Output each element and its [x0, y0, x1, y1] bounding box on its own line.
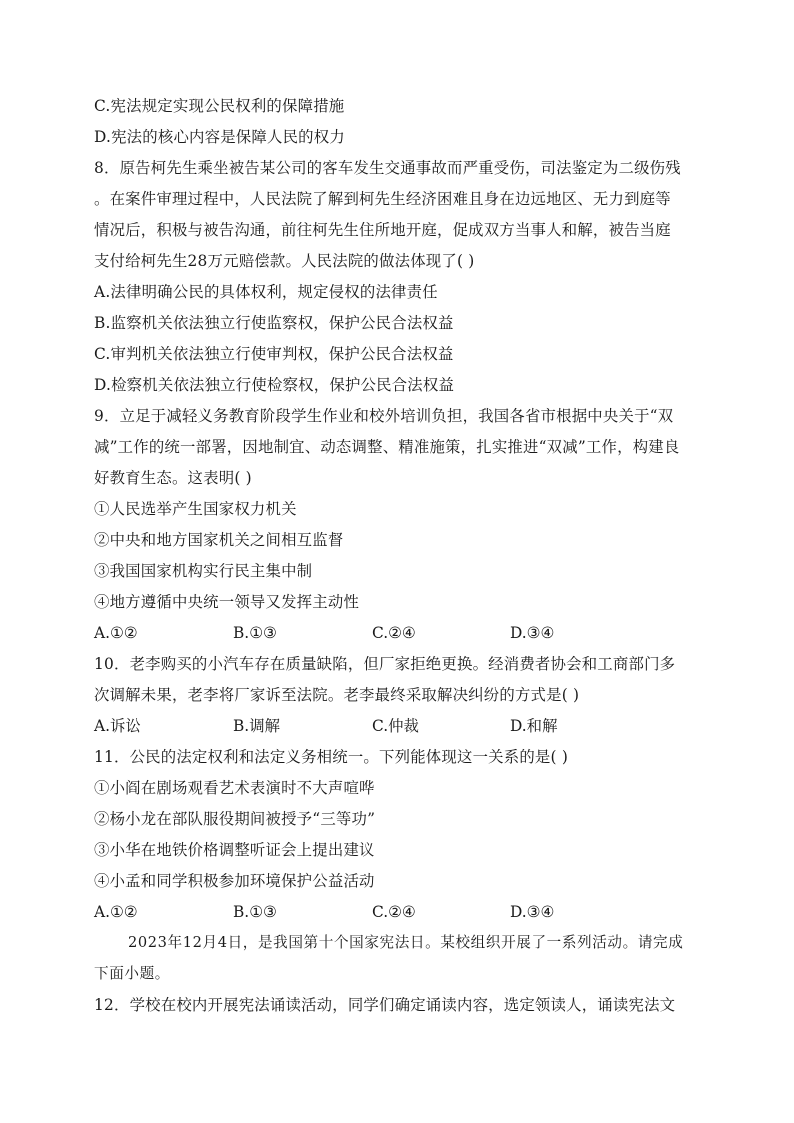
q9-statement-1: ①人民选举产生国家权力机关: [94, 500, 297, 518]
q10-options-row: [94, 715, 714, 737]
q9-option-c: C.②④: [372, 624, 416, 642]
q11-option-c: C.②④: [372, 903, 416, 921]
q11-options-row: [94, 901, 714, 923]
q8-stem-line-4: 支付给柯先生28万元赔偿款。人民法院的做法体现了( ): [94, 252, 475, 270]
q9-statement-2: ②中央和地方国家机关之间相互监督: [94, 531, 344, 549]
q9-option-b: B.①③: [233, 624, 277, 642]
q10-option-d: D.和解: [510, 717, 558, 735]
q8-option-b: B.监察机关依法独立行使监察权，保护公民合法权益: [94, 314, 454, 332]
q11-statement-4: ④小孟和同学积极参加环境保护公益活动: [94, 872, 375, 890]
q8-stem-line-1: 8．原告柯先生乘坐被告某公司的客车发生交通事故而严重受伤，司法鉴定为二级伤残: [94, 159, 681, 177]
q10-stem-line-2: 次调解未果，老李将厂家诉至法院。老李最终采取解决纠纷的方式是( ): [94, 686, 580, 704]
q9-option-a: A.①②: [94, 624, 138, 642]
q11-statement-2: ②杨小龙在部队服役期间被授予“三等功”: [94, 810, 376, 828]
q10-option-b: B.调解: [233, 717, 280, 735]
q11-option-a: A.①②: [94, 903, 138, 921]
q8-option-c: C.审判机关依法独立行使审判权，保护公民合法权益: [94, 345, 454, 363]
prev-option-d: D.宪法的核心内容是保障人民的权力: [94, 128, 345, 146]
q12-stem-line-1: 12．学校在校内开展宪法诵读活动，同学们确定诵读内容，选定领读人，诵读宪法文: [94, 996, 676, 1014]
intro-line-1: 2023年12月4日，是我国第十个国家宪法日。某校组织开展了一系列活动。请完成: [128, 934, 684, 951]
q11-option-d: D.③④: [510, 903, 555, 921]
q10-option-a: A.诉讼: [94, 717, 141, 735]
q9-stem-line-3: 好教育生态。这表明( ): [94, 469, 252, 487]
q9-statement-3: ③我国国家机构实行民主集中制: [94, 562, 313, 580]
q8-stem-line-3: 情况后，积极与被告沟通，前往柯先生住所地开庭，促成双方当事人和解，被告当庭: [94, 221, 671, 239]
q10-option-c: C.仲裁: [372, 717, 419, 735]
intro-line-2: 下面小题。: [94, 965, 170, 982]
q8-stem-line-2: 。在案件审理过程中，人民法院了解到柯先生经济困难且身在边远地区、无力到庭等: [94, 190, 671, 208]
q11-statement-3: ③小华在地铁价格调整听证会上提出建议: [94, 841, 375, 859]
q11-statement-1: ①小阎在剧场观看艺术表演时不大声喧哗: [94, 779, 375, 797]
q9-stem-line-1: 9．立足于减轻义务教育阶段学生作业和校外培训负担，我国各省市根据中央关于“双: [94, 407, 674, 425]
q11-option-b: B.①③: [233, 903, 277, 921]
q9-statement-4: ④地方遵循中央统一领导又发挥主动性: [94, 593, 360, 611]
q9-option-d: D.③④: [510, 624, 555, 642]
q9-options-row: [94, 622, 714, 644]
q8-option-d: D.检察机关依法独立行使检察权，保护公民合法权益: [94, 376, 455, 394]
prev-option-c: C.宪法规定实现公民权利的保障措施: [94, 97, 345, 115]
q9-stem-line-2: 减”工作的统一部署，因地制宜、动态调整、精准施策，扎实推进“双减”工作，构建良: [94, 438, 680, 456]
q8-option-a: A.法律明确公民的具体权利，规定侵权的法律责任: [94, 283, 438, 301]
q10-stem-line-1: 10．老李购买的小汽车存在质量缺陷，但厂家拒绝更换。经消费者协会和工商部门多: [94, 655, 676, 673]
q11-stem-line-1: 11．公民的法定权利和法定义务相统一。下列能体现这一关系的是( ): [94, 748, 569, 766]
